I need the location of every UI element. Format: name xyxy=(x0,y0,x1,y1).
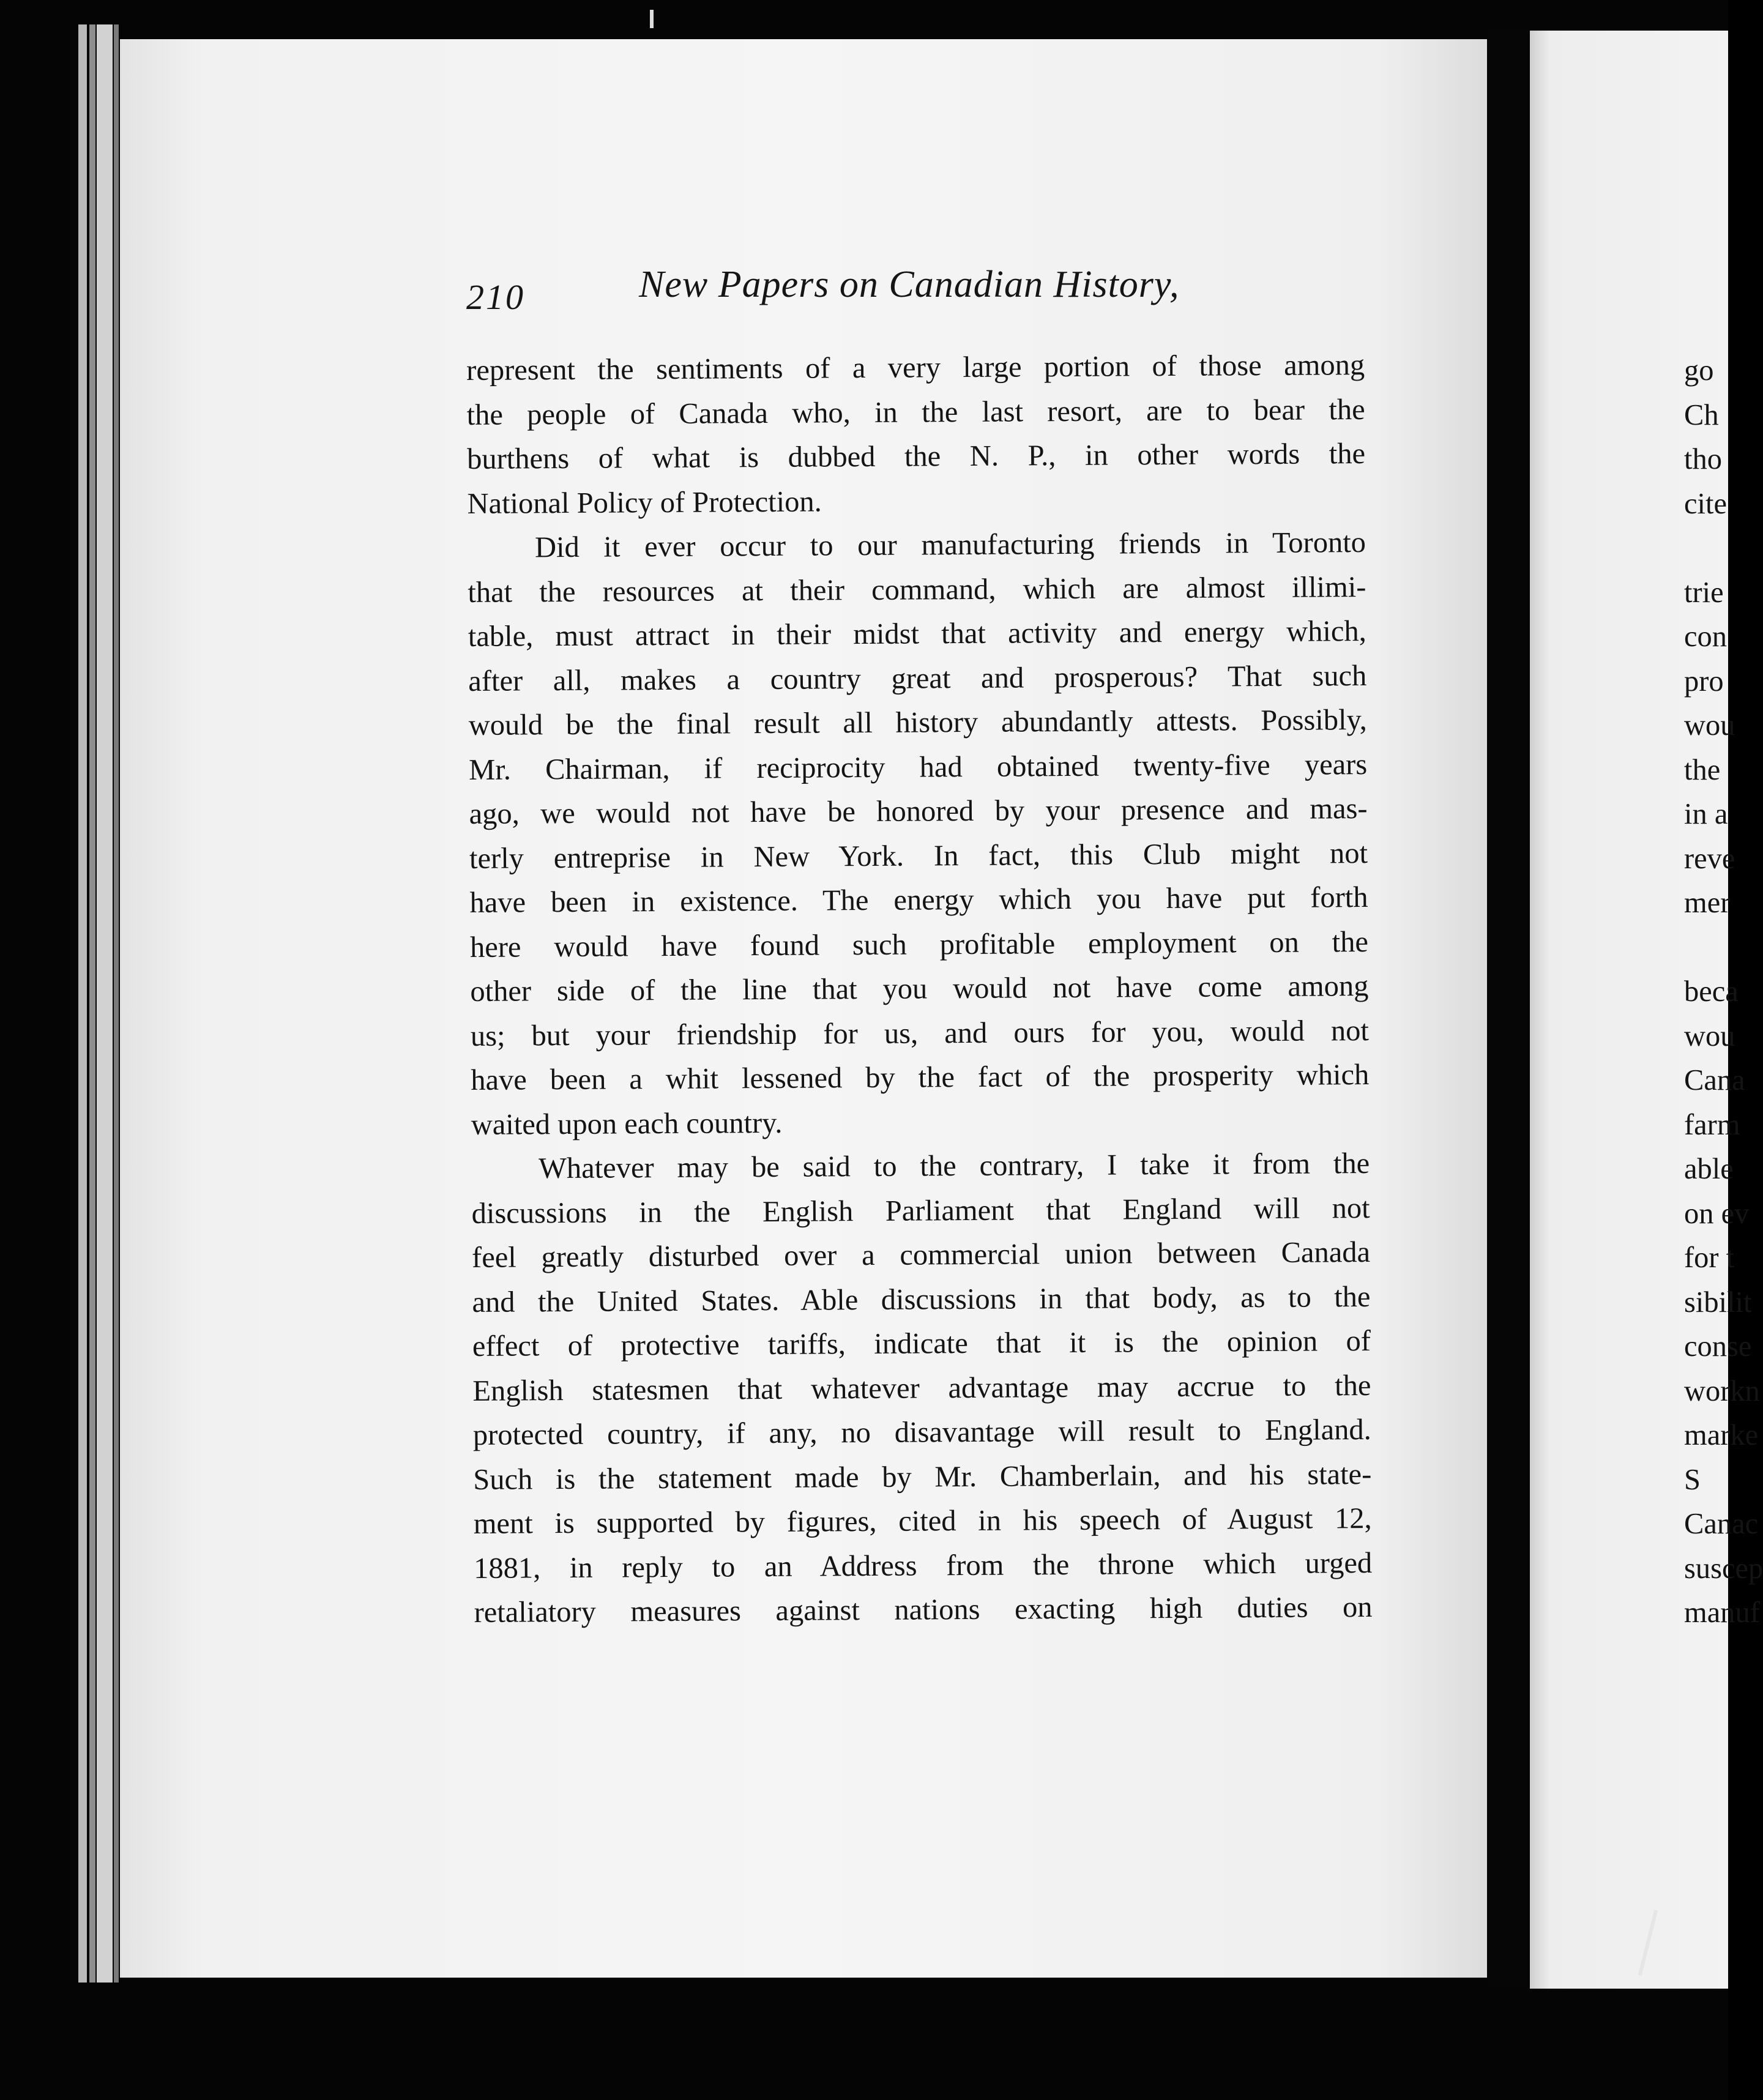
text-fragment: marke xyxy=(1684,1419,1759,1451)
text-line: Such is the statement made by Mr. Chamberlain, and his state- xyxy=(473,1458,1372,1496)
text-line: waited upon each country. xyxy=(471,1106,783,1141)
text-fragment: sibilit xyxy=(1684,1286,1752,1319)
text-fragment: on ev xyxy=(1684,1197,1750,1230)
text-fragment: S xyxy=(1684,1463,1701,1496)
text-line: have been in existence. The energy which you have put forth xyxy=(469,881,1368,919)
text-line: us; but your friendship for us, and ours for you, would not xyxy=(470,1014,1369,1052)
text-fragment xyxy=(1684,926,1728,970)
text-line: and the United States. Able discussions in that body, as to the xyxy=(472,1280,1371,1319)
page-edge-stripe xyxy=(78,24,87,1983)
text-fragment: reve xyxy=(1684,842,1735,875)
text-line: represent the sentiments of a very large portion of those among xyxy=(466,349,1365,387)
text-line: would be the final result all history abundantly attests. Possibly, xyxy=(468,704,1367,742)
text-fragment: conse xyxy=(1684,1330,1752,1363)
page-edge-stripe xyxy=(89,24,95,1983)
scan-artifact xyxy=(650,10,654,28)
text-fragment: for t xyxy=(1684,1242,1735,1274)
text-fragment: con xyxy=(1684,620,1728,653)
text-line: National Policy of Protection. xyxy=(467,485,822,520)
text-line: feel greatly disturbed over a commercial union between Canada xyxy=(471,1236,1371,1274)
page-edge-stripe xyxy=(114,24,119,1983)
text-fragment: tho xyxy=(1684,443,1722,475)
text-line: terly entreprise in New York. In fact, this Club might not xyxy=(469,836,1368,875)
text-fragment: Ch xyxy=(1684,398,1719,431)
text-fragment: manuf xyxy=(1684,1596,1760,1629)
right-page-text-fragments xyxy=(1684,349,1763,1636)
text-fragment: Canac xyxy=(1684,1508,1759,1540)
body-text xyxy=(466,343,1373,1635)
text-fragment: mer xyxy=(1684,887,1731,919)
text-fragment: wou xyxy=(1684,1019,1735,1052)
text-line: effect of protective tariffs, indicate that it is the opinion of xyxy=(472,1325,1371,1363)
text-fragment: farm xyxy=(1684,1108,1740,1141)
text-line: burthens of what is dubbed the N. P., in other words the xyxy=(466,438,1366,475)
text-fragment: cite xyxy=(1684,487,1728,520)
text-line: retaliatory measures against nations exacting high duties on xyxy=(474,1590,1373,1629)
text-line: that the resources at their command, which are almost illimi- xyxy=(468,570,1366,609)
text-line: the people of Canada who, in the last resort, are to bear the xyxy=(466,393,1365,431)
page-number: 210 xyxy=(466,277,525,317)
text-line: after all, makes a country great and prosperous? That such xyxy=(468,659,1367,698)
text-line: ago, we would not have be honored by your presence and mas- xyxy=(469,792,1368,830)
text-line: other side of the line that you would not have come among xyxy=(470,970,1369,1008)
text-line: 1881, in reply to an Address from the throne which urged xyxy=(474,1546,1373,1585)
book-gutter xyxy=(1487,31,1530,1989)
text-fragment: trie xyxy=(1684,576,1724,609)
text-line: discussions in the English Parliament that England will not xyxy=(471,1191,1370,1230)
running-title: New Papers on Canadian History, xyxy=(639,264,1180,305)
text-line: ment is supported by figures, cited in his speech of August 12, xyxy=(473,1502,1372,1540)
text-line: protected country, if any, no disavantage will result to England. xyxy=(472,1413,1371,1451)
text-line: Whatever may be said to the contrary, I take it from the xyxy=(539,1147,1370,1185)
text-fragment: able xyxy=(1684,1153,1734,1185)
text-fragment: Cana xyxy=(1684,1064,1745,1097)
text-fragment: go xyxy=(1684,354,1714,387)
text-fragment: workn xyxy=(1684,1374,1760,1407)
text-line: table, must attract in their midst that activity and energy which, xyxy=(468,615,1367,653)
text-fragment xyxy=(1684,526,1728,571)
page-edge-stripe xyxy=(97,24,113,1983)
text-fragment: wou xyxy=(1684,709,1735,742)
running-head xyxy=(466,263,1384,330)
text-line: English statesmen that whatever advantage may accrue to the xyxy=(472,1369,1371,1407)
text-line: here would have found such profitable employment on the xyxy=(469,925,1369,964)
text-line: have been a whit lessened by the fact of the prosperity which xyxy=(471,1059,1370,1097)
text-fragment: the xyxy=(1684,753,1721,786)
text-fragment: in a xyxy=(1684,798,1728,830)
text-fragment: beca xyxy=(1684,975,1739,1008)
text-line: Mr. Chairman, if reciprocity had obtained twenty-five years xyxy=(469,748,1368,786)
text-fragment: suscep xyxy=(1684,1552,1763,1585)
text-line: Did it ever occur to our manufacturing friends in Toronto xyxy=(534,526,1366,564)
text-fragment: pro xyxy=(1684,665,1724,698)
